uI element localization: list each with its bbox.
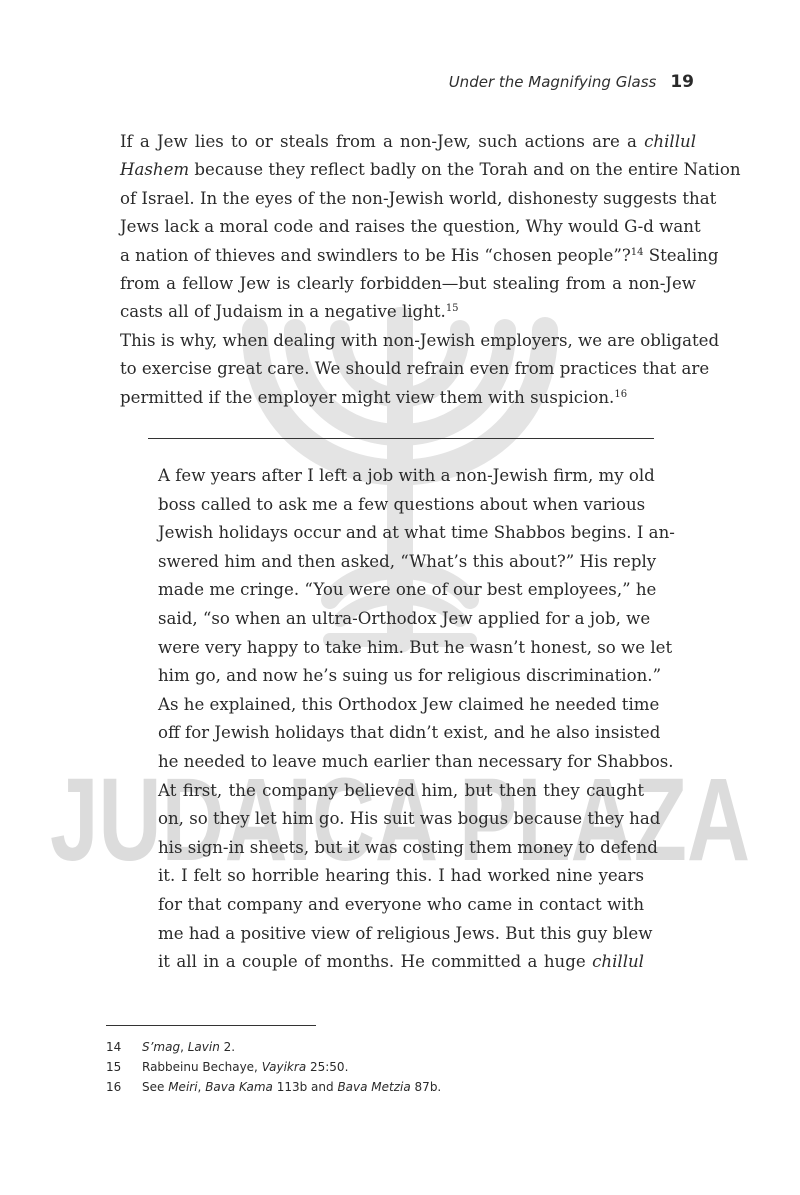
story-block [158,462,675,977]
story-line: Jewish holidays occur and at what time Shabbos begins. I an- [158,523,675,543]
story-line: As he explained, this Orthodox Jew claimed he needed time [158,694,660,714]
watermark-text: JUDAICA PLAZA [50,754,750,886]
story-line: for that company and everyone who came in contact with [158,894,644,914]
footnote-divider [106,1025,316,1026]
story-line: it. I felt so horrible hearing this. I had worked nine years [158,866,644,886]
story-line: made me cringe. “You were one of our best employees,” he [158,580,657,600]
story-line: on, so they let him go. His suit was bogus because they had [158,809,661,829]
story-line: it all in a couple of months. He committed a huge chillul [158,952,644,972]
story-line: he needed to leave much earlier than necessary for Shabbos. [158,751,674,771]
story-line: A few years after I left a job with a non-Jewish firm, my old [158,466,655,485]
story-line: me had a positive view of religious Jews. But this guy blew [158,923,653,943]
page-number: 19 [670,72,694,92]
text-line: a nation of thieves and swindlers to be His “chosen people”?$^{14}$ Stealing [120,245,719,265]
story-line: swered him and then asked, “What’s this about?” His reply [158,551,657,571]
text-line: If a Jew lies to or steals from a non-Jew, such actions are a chillul [120,132,697,151]
text-line: of Israel. In the eyes of the non-Jewish world, dishonesty suggests that [120,188,717,208]
story-line: said, “so when an ultra-Orthodox Jew applied for a job, we [158,608,651,628]
story-line: were very happy to take him. But he wasn’t honest, so we let [158,637,673,657]
footnote-ref: 15 [445,303,459,315]
footnote-16: 16 See Meiri, Bava Kama 113b and Bava Metzia 87b. [106,1080,442,1094]
text-line: Hashem because they reflect badly on the Torah and on the entire Nation [120,160,741,180]
text-line: from a fellow Jew is clearly forbidden—but stealing from a non-Jew [120,274,696,294]
text-line: casts all of Judaism in a negative light.$^{15}$ [120,302,459,322]
footnotes [106,1037,696,1097]
paragraph-2 [106,327,720,412]
text-line: This is why, when dealing with non-Jewish employers, we are obligated [120,330,720,350]
running-title: Under the Magnifying Glass [448,73,657,91]
text-line: permitted if the employer might view them with suspicion.$^{16}$ [120,387,628,407]
body-text [106,128,741,412]
text-line: Jews lack a moral code and raises the question, Why would G-d want [120,217,701,237]
section-divider [148,438,654,439]
paragraph-1 [106,128,741,327]
story-line: At first, the company believed him, but then they caught [158,780,644,800]
story-line: him go, and now he’s suing us for religious discrimination.” [158,666,662,686]
footnote-ref: 16 [614,388,628,400]
text-line: to exercise great care. We should refrain even from practices that are [120,359,710,379]
footnote-14: 14 S’mag, Lavin 2. [106,1040,236,1054]
story-line: his sign-in sheets, but it was costing them money to defend [158,837,658,857]
running-head [449,72,694,92]
footnote-15: 15 Rabbeinu Bechaye, Vayikra 25:50. [106,1060,349,1074]
story-line: boss called to ask me a few questions about when various [158,494,646,514]
footnote-ref: 14 [630,246,644,258]
story-line: off for Jewish holidays that didn’t exist, and he also insisted [158,723,661,743]
